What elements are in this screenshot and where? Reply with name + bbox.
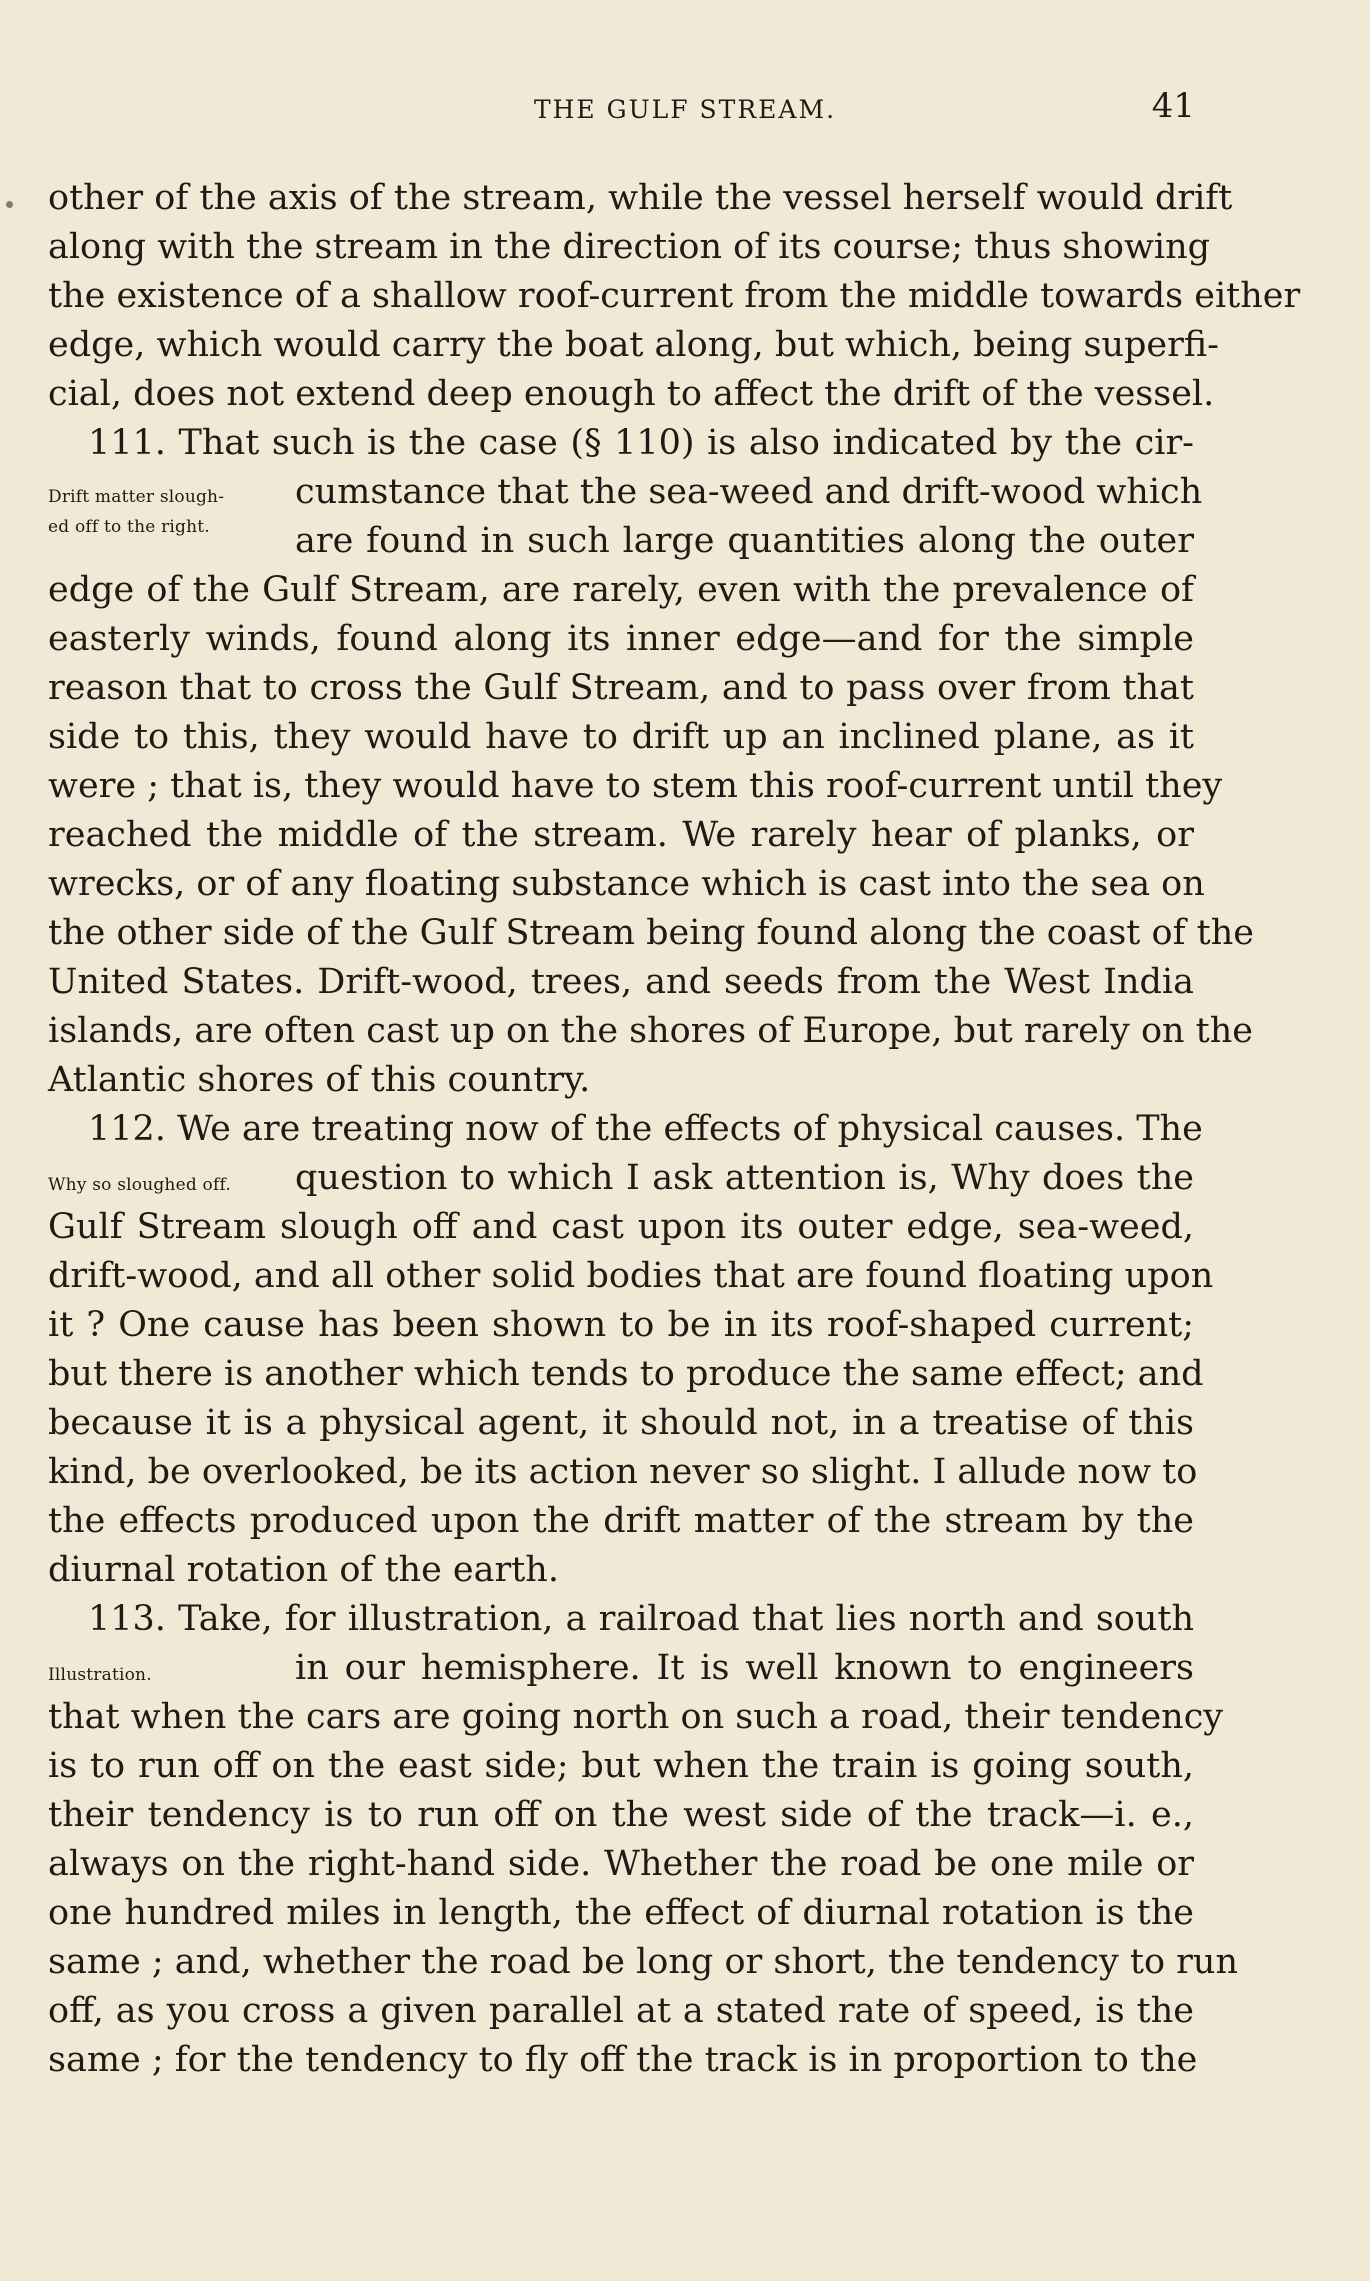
text-line-36: one hundred miles in length, the effect of diurnal rotation is the bbox=[48, 1893, 1194, 1933]
text-line-11: reason that to cross the Gulf Stream, and to pass over from that bbox=[48, 668, 1194, 708]
text-line-33: is to run off on the east side; but when the train is going south, bbox=[48, 1746, 1194, 1786]
text-line-1: other of the axis of the stream, while the vessel herself would drift bbox=[48, 178, 1233, 218]
text-line-20: 112. We are treating now of the effects of physical causes. The bbox=[88, 1109, 1203, 1149]
text-line-16: the other side of the Gulf Stream being found along the coast of the bbox=[48, 913, 1254, 953]
text-line-37: same ; and, whether the road be long or short, the tendency to run bbox=[48, 1942, 1238, 1982]
text-line-28: the effects produced upon the drift matter of the stream by the bbox=[48, 1501, 1194, 1541]
text-line-26: because it is a physical agent, it should not, in a treatise of this bbox=[48, 1403, 1194, 1443]
text-line-24: it ? One cause has been shown to be in its roof-shaped current; bbox=[48, 1305, 1194, 1345]
text-line-27: kind, be overlooked, be its action never so slight. I allude now to bbox=[48, 1452, 1198, 1492]
text-line-6: 111. That such is the case (§ 110) is also indicated by the cir- bbox=[88, 423, 1194, 463]
text-line-30: 113. Take, for illustration, a railroad that lies north and south bbox=[88, 1599, 1194, 1639]
text-line-29: diurnal rotation of the earth. bbox=[48, 1550, 559, 1590]
text-line-25: but there is another which tends to produce the same effect; and bbox=[48, 1354, 1204, 1394]
text-line-23: drift-wood, and all other solid bodies that are found floating upon bbox=[48, 1256, 1214, 1296]
text-line-17: United States. Drift-wood, trees, and seeds from the West India bbox=[48, 962, 1194, 1002]
text-line-14: reached the middle of the stream. We rarely hear of planks, or bbox=[48, 815, 1194, 855]
text-line-13: were ; that is, they would have to stem this roof-current until they bbox=[48, 766, 1223, 806]
text-line-34: their tendency is to run off on the west side of the track—i. e., bbox=[48, 1795, 1194, 1835]
text-line-32: that when the cars are going north on such a road, their tendency bbox=[48, 1697, 1224, 1737]
page-number: 41 bbox=[1151, 86, 1195, 126]
text-line-10: easterly winds, found along its inner edge—and for the simple bbox=[48, 619, 1194, 659]
text-line-9: edge of the Gulf Stream, are rarely, even with the prevalence of bbox=[48, 570, 1194, 610]
text-line-2: along with the stream in the direction of its course; thus showing bbox=[48, 227, 1211, 267]
text-line-22: Gulf Stream slough off and cast upon its outer edge, sea-weed, bbox=[48, 1207, 1194, 1247]
text-line-4: edge, which would carry the boat along, but which, being superfi- bbox=[48, 325, 1220, 365]
text-line-7: cumstance that the sea-weed and drift-wood which bbox=[295, 472, 1203, 512]
text-line-3: the existence of a shallow roof-current from the middle towards either bbox=[48, 276, 1301, 316]
text-line-21: question to which I ask attention is, Why does the bbox=[295, 1158, 1194, 1198]
text-line-15: wrecks, or of any floating substance which is cast into the sea on bbox=[48, 864, 1205, 904]
sidenote-illustration: Illustration. bbox=[48, 1665, 152, 1685]
text-line-31: in our hemisphere. It is well known to engineers bbox=[295, 1648, 1194, 1688]
text-line-18: islands, are often cast up on the shores of Europe, but rarely on the bbox=[48, 1011, 1254, 1051]
ink-speck bbox=[6, 201, 13, 208]
text-line-39: same ; for the tendency to fly off the track is in proportion to the bbox=[48, 2040, 1198, 2080]
sidenote-why-sloughed: Why so sloughed off. bbox=[48, 1175, 231, 1195]
text-line-5: cial, does not extend deep enough to affect the drift of the vessel. bbox=[48, 374, 1215, 414]
text-line-19: Atlantic shores of this country. bbox=[48, 1060, 591, 1100]
sidenote-drift-matter-line-2: ed off to the right. bbox=[48, 517, 210, 537]
text-line-8: are found in such large quantities along the outer bbox=[295, 521, 1194, 561]
text-line-12: side to this, they would have to drift up an inclined plane, as it bbox=[48, 717, 1194, 757]
running-title: THE GULF STREAM. bbox=[533, 95, 837, 124]
text-line-35: always on the right-hand side. Whether the road be one mile or bbox=[48, 1844, 1194, 1884]
sidenote-drift-matter-line-1: Drift matter slough- bbox=[48, 487, 225, 507]
text-line-38: off, as you cross a given parallel at a stated rate of speed, is the bbox=[48, 1991, 1194, 2031]
